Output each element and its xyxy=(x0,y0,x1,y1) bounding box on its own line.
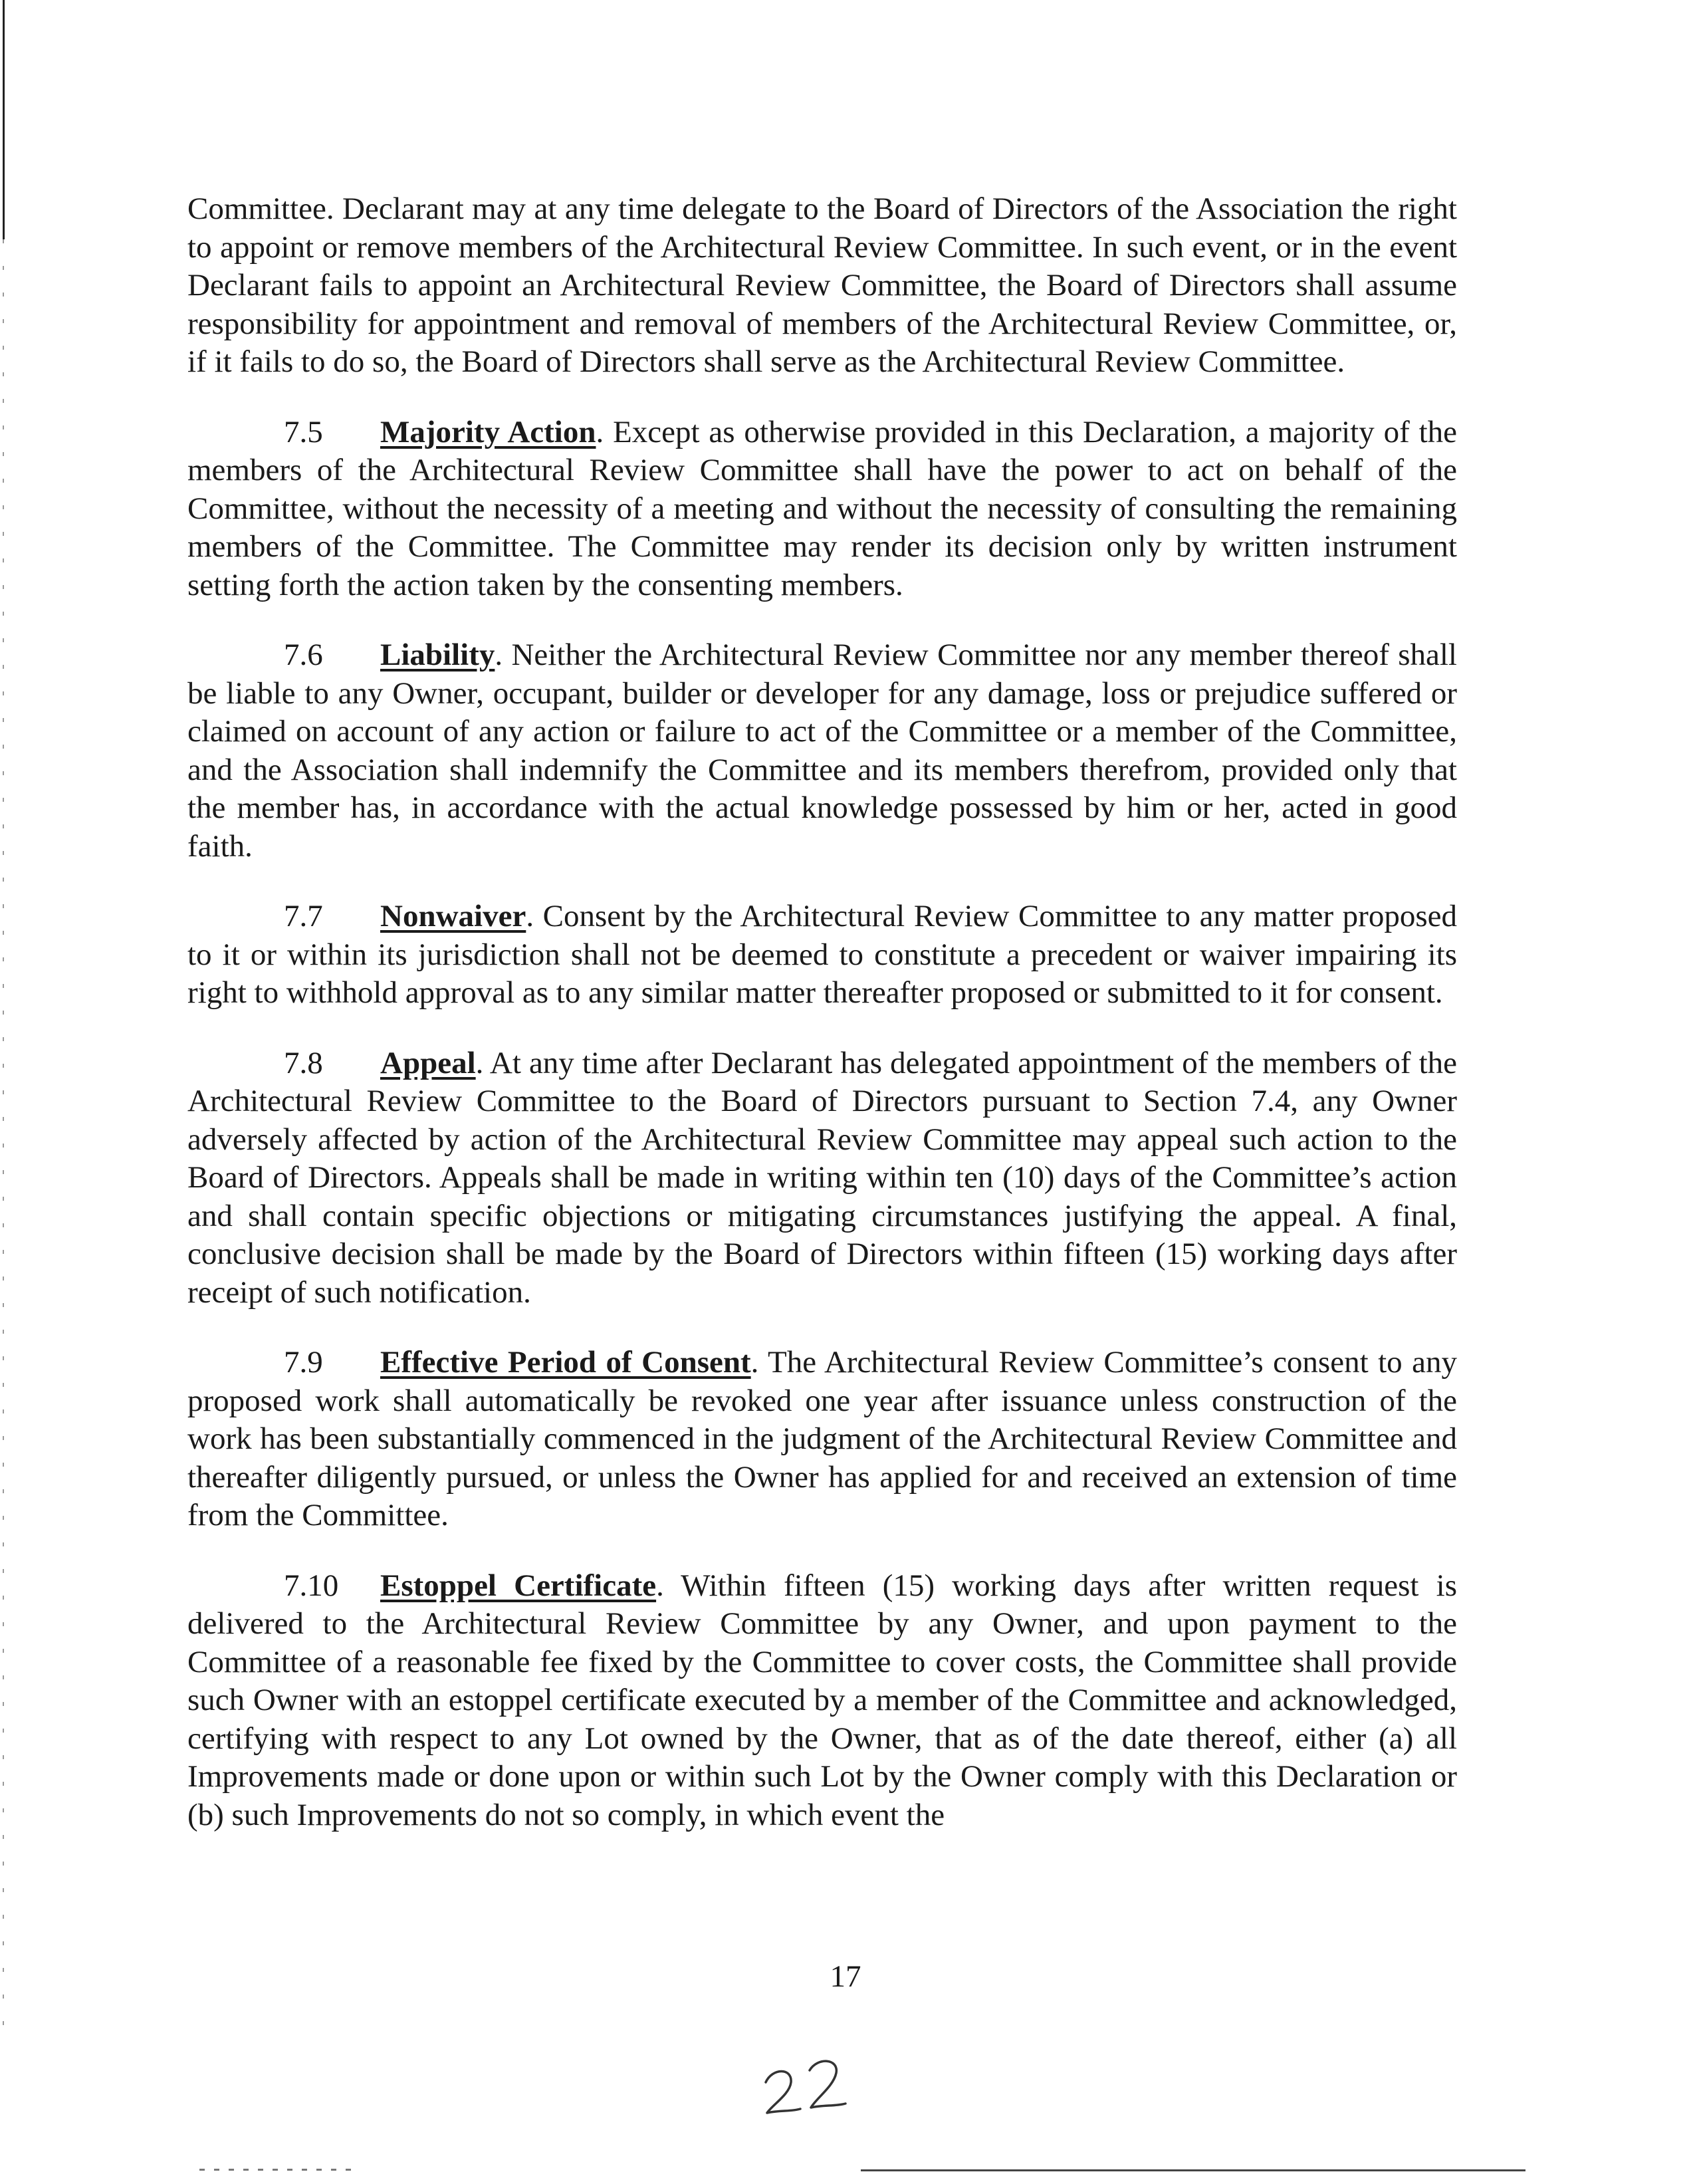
document-body xyxy=(187,190,1457,1866)
paragraph-text: Committee. Declarant may at any time delegate to the Board of Directors of the Association the right to appoint or remove members of the Architectural Review Committee. In such event, or in the event Declarant fails to appoint an Architectural Review Committee, the Board of Directors shall assume responsibility for appointment and removal of members of the Architectural Review Committee, or, if it fails to do so, the Board of Directors shall serve as the Architectural Review Committee. xyxy=(187,191,1457,379)
section-number: 7.9 xyxy=(284,1345,323,1380)
paragraph-text: Consent by the Architectural Review Committee to any matter proposed to it or within its jurisdiction shall not be deemed to constitute a precedent or waiver impairing its right to withhold approval as to any similar matter thereafter proposed or submitted to it for consent. xyxy=(187,899,1457,1010)
heading-period: . xyxy=(526,899,534,933)
section-heading: Liability xyxy=(380,638,495,672)
heading-period: . xyxy=(596,414,604,449)
scan-edge-dots xyxy=(3,239,4,2034)
paragraph-text: Except as otherwise provided in this Declaration, a majority of the members of the Architectural Review Committee shall have the power to act on behalf of the Committee, without the necessity of a meeting and without the necessity of consulting the remaining members of the Committee. The Committee may render its decision only by written instrument setting forth the action taken by the consenting members. xyxy=(187,414,1457,602)
section-7-9 xyxy=(187,1344,1457,1535)
heading-period: . xyxy=(495,638,503,672)
heading-period: . xyxy=(475,1045,484,1080)
section-7-5 xyxy=(187,414,1457,605)
section-number: 7.7 xyxy=(284,899,323,933)
section-heading: Nonwaiver xyxy=(380,899,526,933)
section-7-7 xyxy=(187,898,1457,1013)
paragraph-text: The Architectural Review Committee’s consent to any proposed work shall automatically be revoked one year after issuance unless construction of the work has been substantially commenced in the judgment of the Architectural Review Committee and thereafter diligently pursued, or unless the Owner has applied for and received an extension of time from the Committee. xyxy=(187,1345,1457,1532)
heading-period: . xyxy=(656,1568,664,1603)
section-heading: Appeal xyxy=(380,1045,476,1080)
section-number: 7.5 xyxy=(284,414,323,449)
section-heading: Majority Action xyxy=(380,414,596,449)
section-number: 7.8 xyxy=(284,1045,323,1080)
section-7-8 xyxy=(187,1044,1457,1312)
section-heading: Effective Period of Consent xyxy=(380,1345,751,1380)
section-7-6 xyxy=(187,636,1457,866)
footer-scan-marks xyxy=(199,2169,359,2171)
heading-period: . xyxy=(750,1345,759,1380)
page-number: 17 xyxy=(830,1959,861,1994)
paragraph-text: At any time after Declarant has delegated appointment of the members of the Architectural Review Committee to the Board of Directors pursuant to Section 7.4, any Owner adversely affected by action of the Architectural Review Committee may appeal such action to the Board of Directors. Appeals shall be made in writing within ten (10) days of the Committee’s action and shall contain specific objections or mitigating circumstances justifying the appeal. A final, conclusive decision shall be made by the Board of Directors within fifteen (15) working days after receipt of such notification. xyxy=(187,1045,1457,1310)
section-heading: Estoppel Certificate xyxy=(380,1568,657,1603)
handwritten-page-note xyxy=(758,2048,864,2121)
section-number: 7.10 xyxy=(284,1568,339,1603)
scan-edge-mark xyxy=(3,0,5,239)
paragraph-continuation xyxy=(187,190,1457,382)
section-7-10 xyxy=(187,1567,1457,1835)
section-number: 7.6 xyxy=(284,638,323,672)
paragraph-text: Within fifteen (15) working days after written request is delivered to the Architectural Review Committee by any Owner, and upon payment to the Committee of a reasonable fee fixed by the Committee to cover costs, the Committee shall provide such Owner with an estoppel certificate executed by a member of the Committee and acknowledged, certifying with respect to any Lot owned by the Owner, that as of the date thereof, either (a) all Improvements made or done upon or within such Lot by the Owner comply with this Declaration or (b) such Improvements do not so comply, in which event the xyxy=(187,1568,1457,1832)
paragraph-text: Neither the Architectural Review Committee nor any member thereof shall be liable to any Owner, occupant, builder or developer for any damage, loss or prejudice suffered or claimed on account of any action or failure to act of the Committee or a member of the Committee, and the Association shall indemnify the Committee and its members therefrom, provided only that the member has, in accordance with the actual knowledge possessed by him or her, acted in good faith. xyxy=(187,638,1457,864)
footer-rule xyxy=(861,2169,1525,2171)
